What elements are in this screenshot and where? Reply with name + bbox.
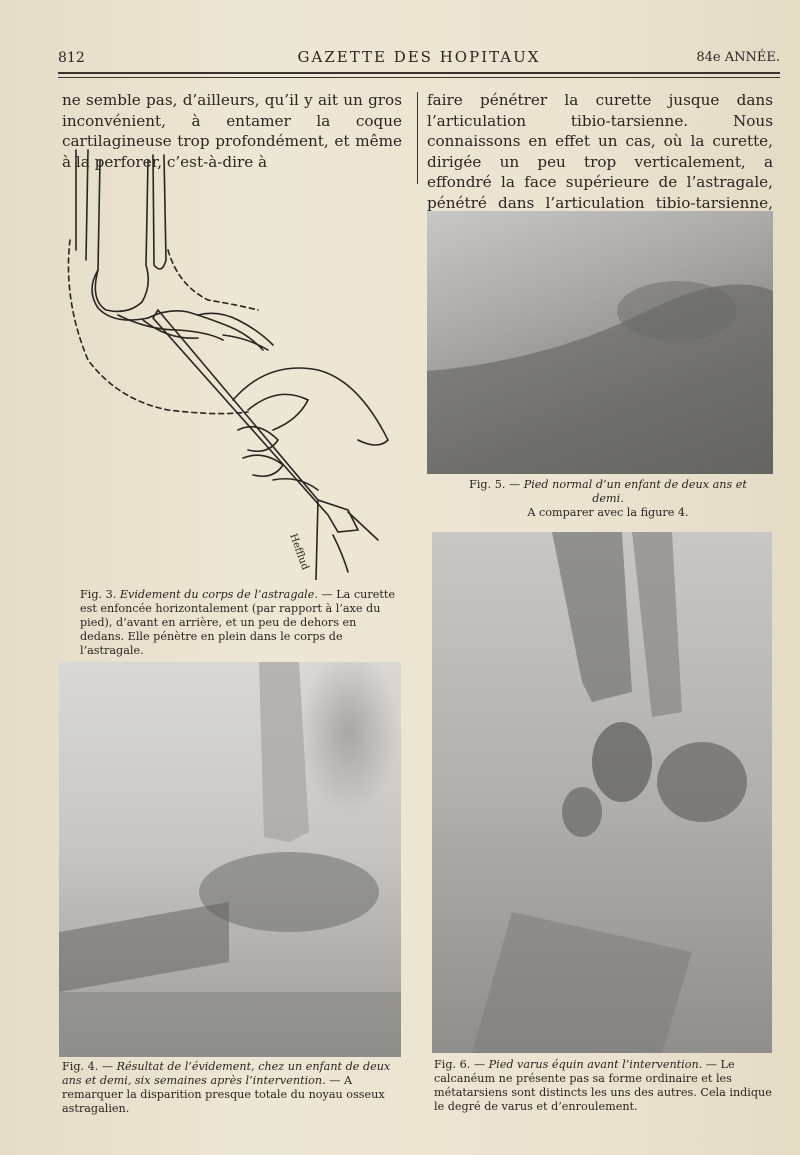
fig3-title: Evidement du corps de l’astragale. (119, 588, 318, 601)
fig6-caption (434, 1058, 774, 1114)
fig6-body: — Le calcanéum ne présente pas sa forme ordinaire et les métatarsiens sont distincts les uns des autres. Cela indique le degré de varus et d’enroulement. (434, 1058, 772, 1113)
fig4-label: Fig. 4. (62, 1060, 99, 1073)
running-header (58, 48, 780, 70)
fig3-body: — La curette est enfoncée horizontalement (par rapport à l’axe du pied), d’avant en arrière, et un peu de dehors en dedans. Elle pénètre en plein dans le corps de l’astragale. (80, 588, 395, 657)
journal-year: 84e ANNÉE. (696, 50, 780, 65)
fig4-body: — A remarquer la disparition presque totale du noyau osseux astragalien. (62, 1074, 385, 1115)
fig3-label: Fig. 3. (80, 588, 117, 601)
fig5-body: A comparer avec la figure 4. (527, 506, 689, 519)
fig5-xray (427, 211, 773, 474)
fig3-drawing (58, 140, 408, 580)
left-column-text: ne semble pas, d’ailleurs, qu’il y ait un gros inconvénient, à entamer la coque cartilagineuse trop profondément, et même à la perforer, c’est-à-dire à (62, 91, 402, 171)
fig6-title: — Pied varus équin avant l’intervention. (473, 1058, 703, 1071)
fig3-caption (80, 588, 400, 658)
fig4-caption (62, 1060, 400, 1116)
header-rule-thin (58, 77, 780, 78)
fig6-xray (432, 532, 772, 1053)
column-divider (417, 92, 418, 184)
right-column-text: faire pénétrer la curette jusque dans l’articulation tibio-tarsienne. Nous connaissons en effet un cas, où la curette, dirigée un peu trop verticalement, a effondré la face supérieure de l’astragale, pénétré dans l’articulation tibio-tarsienne, (427, 91, 773, 212)
fig4-title: — Résultat de l’évidement, chez un enfant de deux ans et demi, six semaines après l’intervention. (62, 1060, 391, 1087)
fig5-caption (453, 478, 763, 520)
journal-title: GAZETTE DES HOPITAUX (297, 48, 541, 66)
header-rule (58, 72, 780, 74)
fig5-title: — Pied normal d’un enfant de deux ans et demi. (508, 478, 747, 505)
page-number: 812 (58, 50, 85, 66)
fig6-label: Fig. 6. (434, 1058, 471, 1071)
svg-text:Hefflud: Hefflud (287, 532, 311, 572)
fig5-label: Fig. 5. (469, 478, 506, 491)
fig4-xray (59, 662, 401, 1057)
